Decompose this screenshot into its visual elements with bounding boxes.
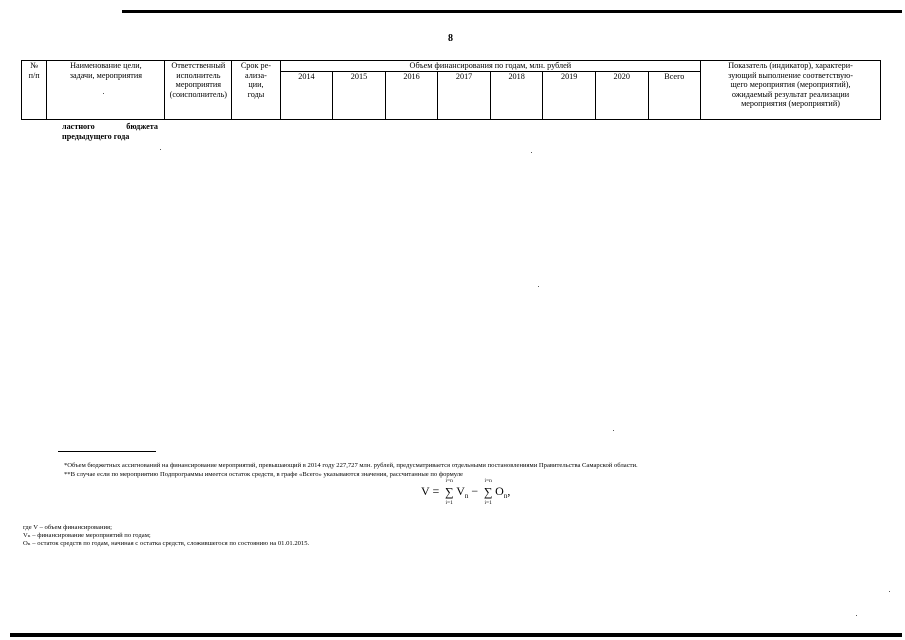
continuation-line1 xyxy=(62,122,158,132)
formula-minus: − xyxy=(471,484,479,498)
header-year-2017: 2017 xyxy=(438,71,491,119)
scan-speck xyxy=(538,286,539,287)
formula-term1-sub: n xyxy=(464,492,469,500)
header-year-2016: 2016 xyxy=(385,71,438,119)
page-number: 8 xyxy=(448,33,453,44)
formula-lhs: V = xyxy=(421,484,440,498)
header-total: Всего xyxy=(648,71,701,119)
formula-term1: V xyxy=(456,484,465,498)
scan-speck xyxy=(531,152,532,153)
header-indicator-line4: ожидаемый результат реализации xyxy=(731,89,850,99)
scan-speck xyxy=(160,149,161,150)
footnote-1: *Объем бюджетных ассигнований на финансирование мероприятий, превышающий в 2014 году 227,727 млн. рублей, предусматривается отдельными постановлениями Правительства Самарской области. xyxy=(64,462,638,469)
header-year-2015: 2015 xyxy=(333,71,386,119)
scan-speck xyxy=(889,591,890,592)
formula xyxy=(421,477,511,506)
legend-line-2: Vₙ – финансирование мероприятий по годам; xyxy=(23,532,151,539)
header-term-line2: ализа- xyxy=(245,70,267,80)
header-term xyxy=(232,61,281,120)
header-responsible xyxy=(165,61,232,120)
header-indicator xyxy=(701,61,881,120)
header-indicator-line5: мероприятия (мероприятий) xyxy=(741,99,840,109)
header-indicator-line1: Показатель (индикатор), характери- xyxy=(728,61,853,70)
formula-tail: , xyxy=(507,484,511,498)
header-name-line2: задачи, мероприятия xyxy=(69,70,143,80)
sum1-lower-limit: i=1 xyxy=(445,499,453,506)
header-term-line3: ции, xyxy=(248,80,264,90)
legend-line-1: где V – объем финансирования; xyxy=(23,524,112,531)
header-responsible-line1: Ответственный xyxy=(171,61,226,70)
bottom-rule xyxy=(10,633,902,637)
header-name xyxy=(47,61,165,120)
sum2-upper-limit: i=n xyxy=(484,477,492,484)
header-num-line2: п/п xyxy=(28,70,40,80)
header-year-2018: 2018 xyxy=(490,71,543,119)
header-funding-group: Объем финансирования по годам, млн. рублей xyxy=(280,61,700,72)
sum-symbol-1: ∑ i=n i=1 xyxy=(442,485,456,500)
formula-term2-sub: n xyxy=(503,492,508,500)
header-indicator-line3: щего мероприятия (мероприятий), xyxy=(730,80,851,90)
continuation-line2: предыдущего года xyxy=(62,132,130,141)
legend-line-3: Oₙ – остаток средств по годам, начиная с остатка средств, сложившегося по состоянию на 01.01.2015. xyxy=(23,540,310,547)
sum1-upper-limit: i=n xyxy=(445,477,453,484)
header-year-2014: 2014 xyxy=(280,71,333,119)
continuation-text xyxy=(62,122,158,142)
sum-symbol-2: ∑ i=n i=1 xyxy=(481,485,495,500)
top-rule xyxy=(122,10,902,13)
formula-term2: O xyxy=(495,484,504,498)
header-num xyxy=(22,61,47,120)
header-name-line1: Наименование цели, xyxy=(70,61,142,70)
continuation-word1: ластного xyxy=(62,122,95,131)
financing-table xyxy=(21,60,881,120)
header-year-2020: 2020 xyxy=(595,71,648,119)
sum2-lower-limit: i=1 xyxy=(484,499,492,506)
header-responsible-line4: (соисполнитель) xyxy=(169,89,228,99)
scan-speck xyxy=(856,615,857,616)
header-indicator-line2: зующий выполнение соответствую- xyxy=(728,70,853,80)
scan-speck xyxy=(103,93,104,94)
header-term-line4: годы xyxy=(247,89,265,99)
header-responsible-line3: мероприятия xyxy=(175,80,221,90)
header-year-2019: 2019 xyxy=(543,71,596,119)
continuation-word2: бюджета xyxy=(126,122,158,131)
header-term-line1: Срок ре- xyxy=(240,61,271,70)
header-responsible-line2: исполнитель xyxy=(176,70,221,80)
footnote-2: **В случае если по мероприятию Подпрограммы имеется остаток средств, в графе «Всего» указываются значения, рассчитанные по формуле xyxy=(64,471,463,478)
scan-speck xyxy=(613,430,614,431)
footnote-rule xyxy=(58,451,156,452)
header-num-line1: № xyxy=(30,61,39,70)
